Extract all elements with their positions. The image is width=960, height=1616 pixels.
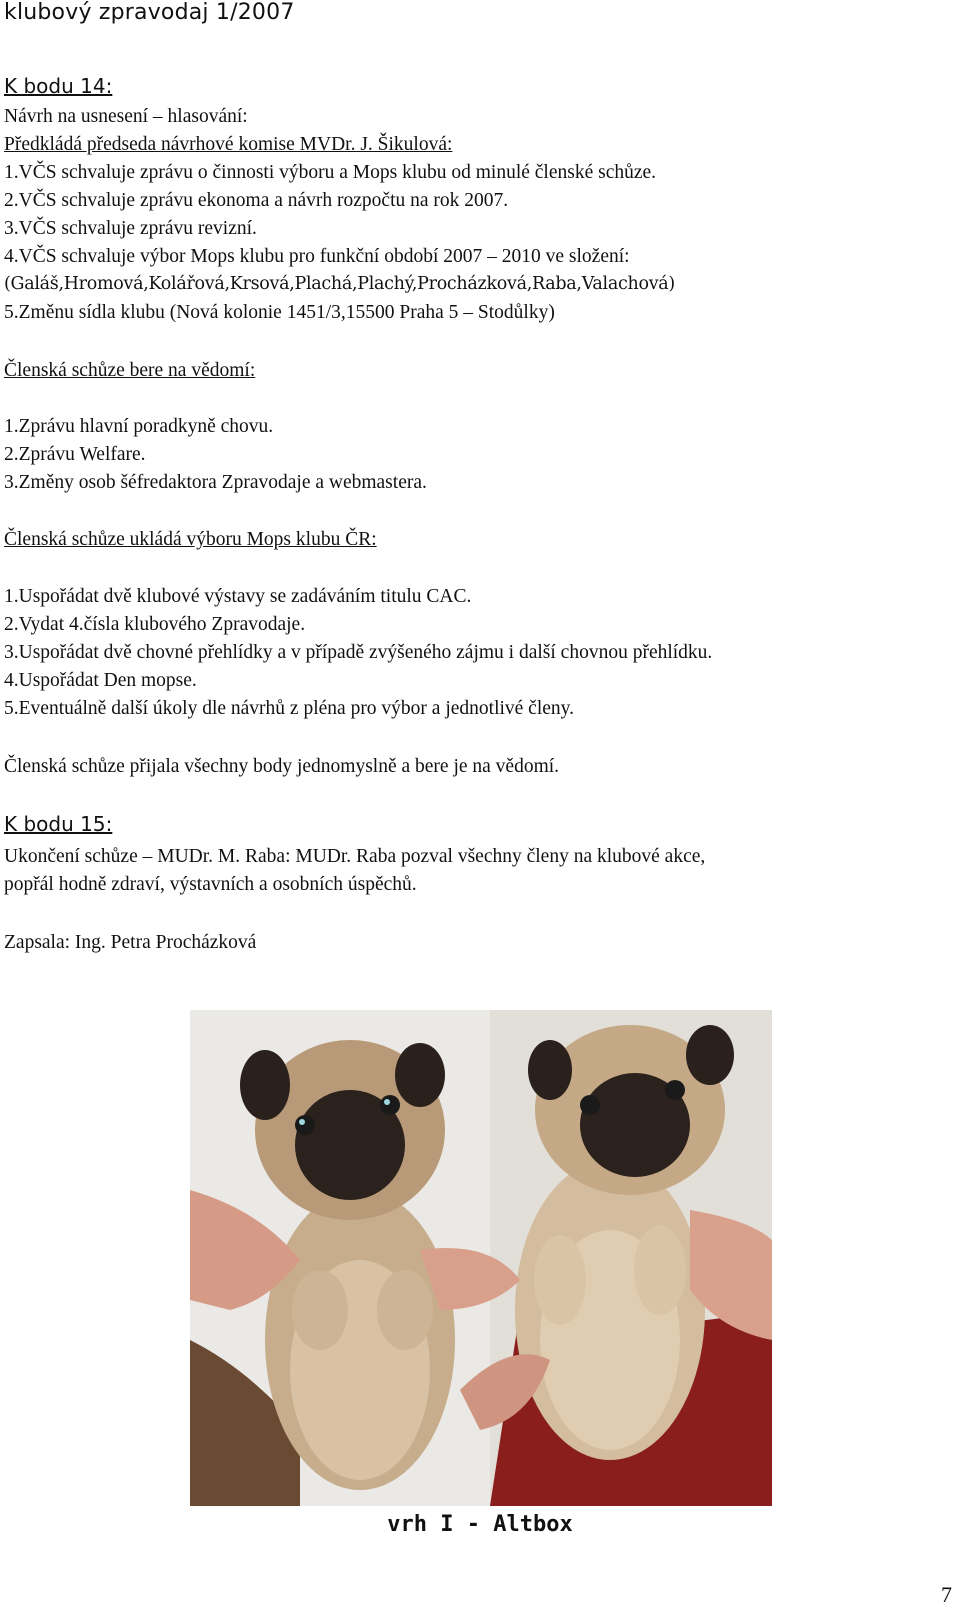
pug-puppies-photo	[190, 1010, 772, 1506]
noted-item-1: 1.Zprávu hlavní poradkyně chovu.	[4, 416, 274, 437]
noted-item-3: 3.Změny osob šéfredaktora Zpravodaje a webmastera.	[4, 472, 427, 493]
section-14-heading: K bodu 14:	[4, 74, 113, 98]
resolution-item-4: 4.VČS schvaluje výbor Mops klubu pro funkční období 2007 – 2010 ve složení:	[4, 246, 630, 267]
task-item-1: 1.Uspořádat dvě klubové výstavy se zadáváním titulu CAC.	[4, 586, 472, 607]
task-item-5: 5.Eventuálně další úkoly dle návrhů z pléna pro výbor a jednotlivé členy.	[4, 698, 575, 719]
resolution-item-2: 2.VČS schvaluje zprávu ekonoma a návrh rozpočtu na rok 2007.	[4, 190, 509, 211]
task-item-2: 2.Vydat 4.čísla klubového Zpravodaje.	[4, 614, 306, 635]
proposal-intro: Návrh na usnesení – hlasování:	[4, 106, 248, 127]
recorder-text: Zapsala: Ing. Petra Procházková	[4, 932, 257, 953]
task-item-3: 3.Uspořádat dvě chovné přehlídky a v případě zvýšeného zájmu i další chovnou přehlídku.	[4, 642, 713, 663]
closing-line-1: Ukončení schůze – MUDr. M. Raba: MUDr. Raba pozval všechny členy na klubové akce,	[4, 846, 706, 867]
closing-line-2: popřál hodně zdraví, výstavních a osobních úspěchů.	[4, 874, 417, 895]
committee-members: (Galáš,Hromová,Kolářová,Krsová,Plachá,Plachý,Procházková,Raba,Valachová)	[4, 274, 675, 294]
resolution-item-3: 3.VČS schvaluje zprávu revizní.	[4, 218, 257, 239]
noted-item-2: 2.Zprávu Welfare.	[4, 444, 146, 465]
newsletter-header: klubový zpravodaj 1/2007	[4, 0, 295, 25]
section-15-heading: K bodu 15:	[4, 812, 113, 836]
proposal-presenter: Předkládá předseda návrhové komise MVDr. J. Šikulová:	[4, 134, 453, 155]
tasks-heading: Členská schůze ukládá výboru Mops klubu ČR:	[4, 529, 377, 550]
resolution-item-5: 5.Změnu sídla klubu (Nová kolonie 1451/3,15500 Praha 5 – Stodůlky)	[4, 302, 555, 323]
resolution-item-1: 1.VČS schvaluje zprávu o činnosti výboru a Mops klubu od minulé členské schůze.	[4, 162, 657, 183]
photo-caption: vrh I - Altbox	[387, 1512, 573, 1537]
task-item-4: 4.Uspořádat Den mopse.	[4, 670, 197, 691]
page-number: 7	[941, 1582, 952, 1607]
conclusion-text: Členská schůze přijala všechny body jednomyslně a bere je na vědomí.	[4, 756, 560, 777]
noted-heading: Členská schůze bere na vědomí:	[4, 360, 256, 381]
